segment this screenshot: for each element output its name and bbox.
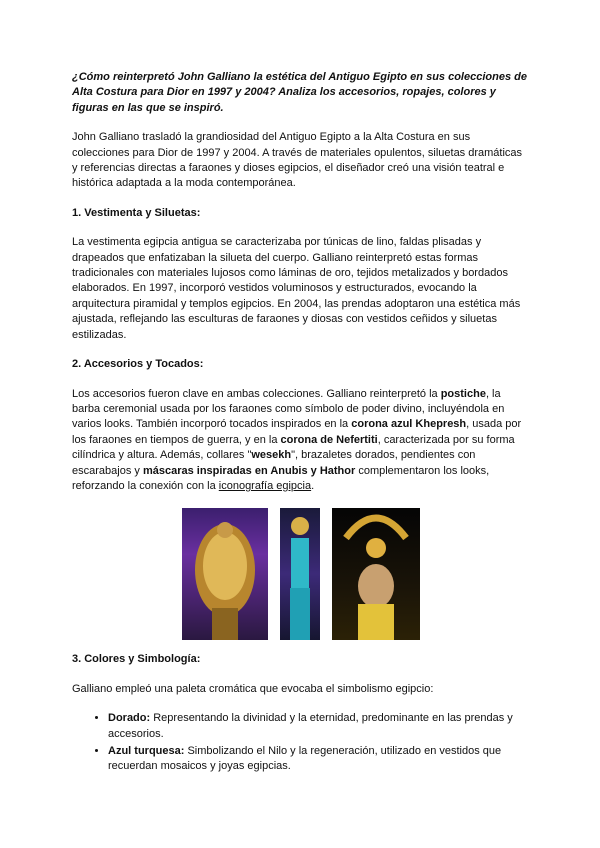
bold-postiche: postiche [440,387,486,400]
section3-intro: Galliano empleó una paleta cromática que evocaba el simbolismo egipcio: [72,682,434,695]
list-item-text: Simbolizando el Nilo y la regeneración, utilizado en vestidos que recuerdan mosaicos y joyas egipcias. [108,744,502,773]
bold-mascaras: máscaras inspiradas en Anubis y Hathor [142,464,356,477]
photo-row [72,508,530,640]
section2-title: 2. Accesorios y Tocados: [72,358,204,371]
list-item-text: Representando la divinidad y la eternidad, predominante en las prendas y accesorios. [108,712,513,740]
list-item [108,711,530,742]
section1-paragraph: La vestimenta egipcia antigua se caracterizaba por túnicas de lino, faldas plisadas y drapeados que enfatizaban la silueta del cuerpo. Galliano reinterpretó estas formas tradicionales con materiales lujosos como láminas de oro, tejidos metalizados y bordados elaborados. En 1997, incorporó vestidos voluminosos y estructurados, evocando la arquitectura piramidal y templos egipcios. En 2004, las prendas adoptaron una estética más ajustada, reflejando las esculturas de faraones y diosas con vestidos ceñidos y siluetas estilizadas. [72,236,521,341]
list-item-label: Dorado: [108,712,151,725]
section3-title: 3. Colores y Simbología: [72,653,201,666]
runway-photo-turquoise-dress [280,508,320,640]
intro-paragraph: John Galliano trasladó la grandiosidad del Antiguo Egipto a la Alta Costura en sus colecciones para Dior de 1997 y 2004. A través de materiales opulentos, siluetas dramáticas y referencias directas a faraones y dioses egipcios, el diseñador creó una visión teatral e histórica adaptada a la moda contemporánea. [72,131,523,190]
color-list [72,711,530,775]
text-run: . [311,479,315,492]
text-run: , caracterizada por su forma cilíndrica y altura. Además, collares " [72,433,515,462]
runway-photo-headdress [332,508,420,640]
text-run: , usada por los faraones en tiempos de guerra, y en la [72,418,522,446]
section1-title: 1. Vestimenta y Siluetas: [72,206,201,219]
bold-nefertiti: corona de Nefertiti [280,433,378,446]
iconografia-link[interactable]: iconografía egipcia [218,479,312,492]
text-run: Los accesorios fueron clave en ambas colecciones. Galliano reinterpretó la [72,387,441,400]
list-item [108,744,530,775]
list-item-label: Azul turquesa: [108,744,185,757]
section2-paragraph [72,387,530,495]
bold-khepresh: corona azul Khepresh [351,418,467,431]
text-run: complementaron los looks, reforzando la conexión con la [72,464,490,492]
document-page [72,70,530,777]
bold-wesekh: wesekh [251,449,292,462]
runway-photo-gold-dress [182,508,268,640]
text-run: , la barba ceremonial usada por los faraones como símbolo de poder divino, incluyéndola en varios looks. También incorporó tocados inspirados en la [72,387,505,431]
question-heading: ¿Cómo reinterpretó John Galliano la estética del Antiguo Egipto en sus colecciones de Alta Costura para Dior en 1997 y 2004? Analiza los accesorios, ropajes, colores y figuras en las que se inspiró. [72,71,527,114]
text-run: ", brazaletes dorados, pendientes con escarabajos y [72,449,476,477]
